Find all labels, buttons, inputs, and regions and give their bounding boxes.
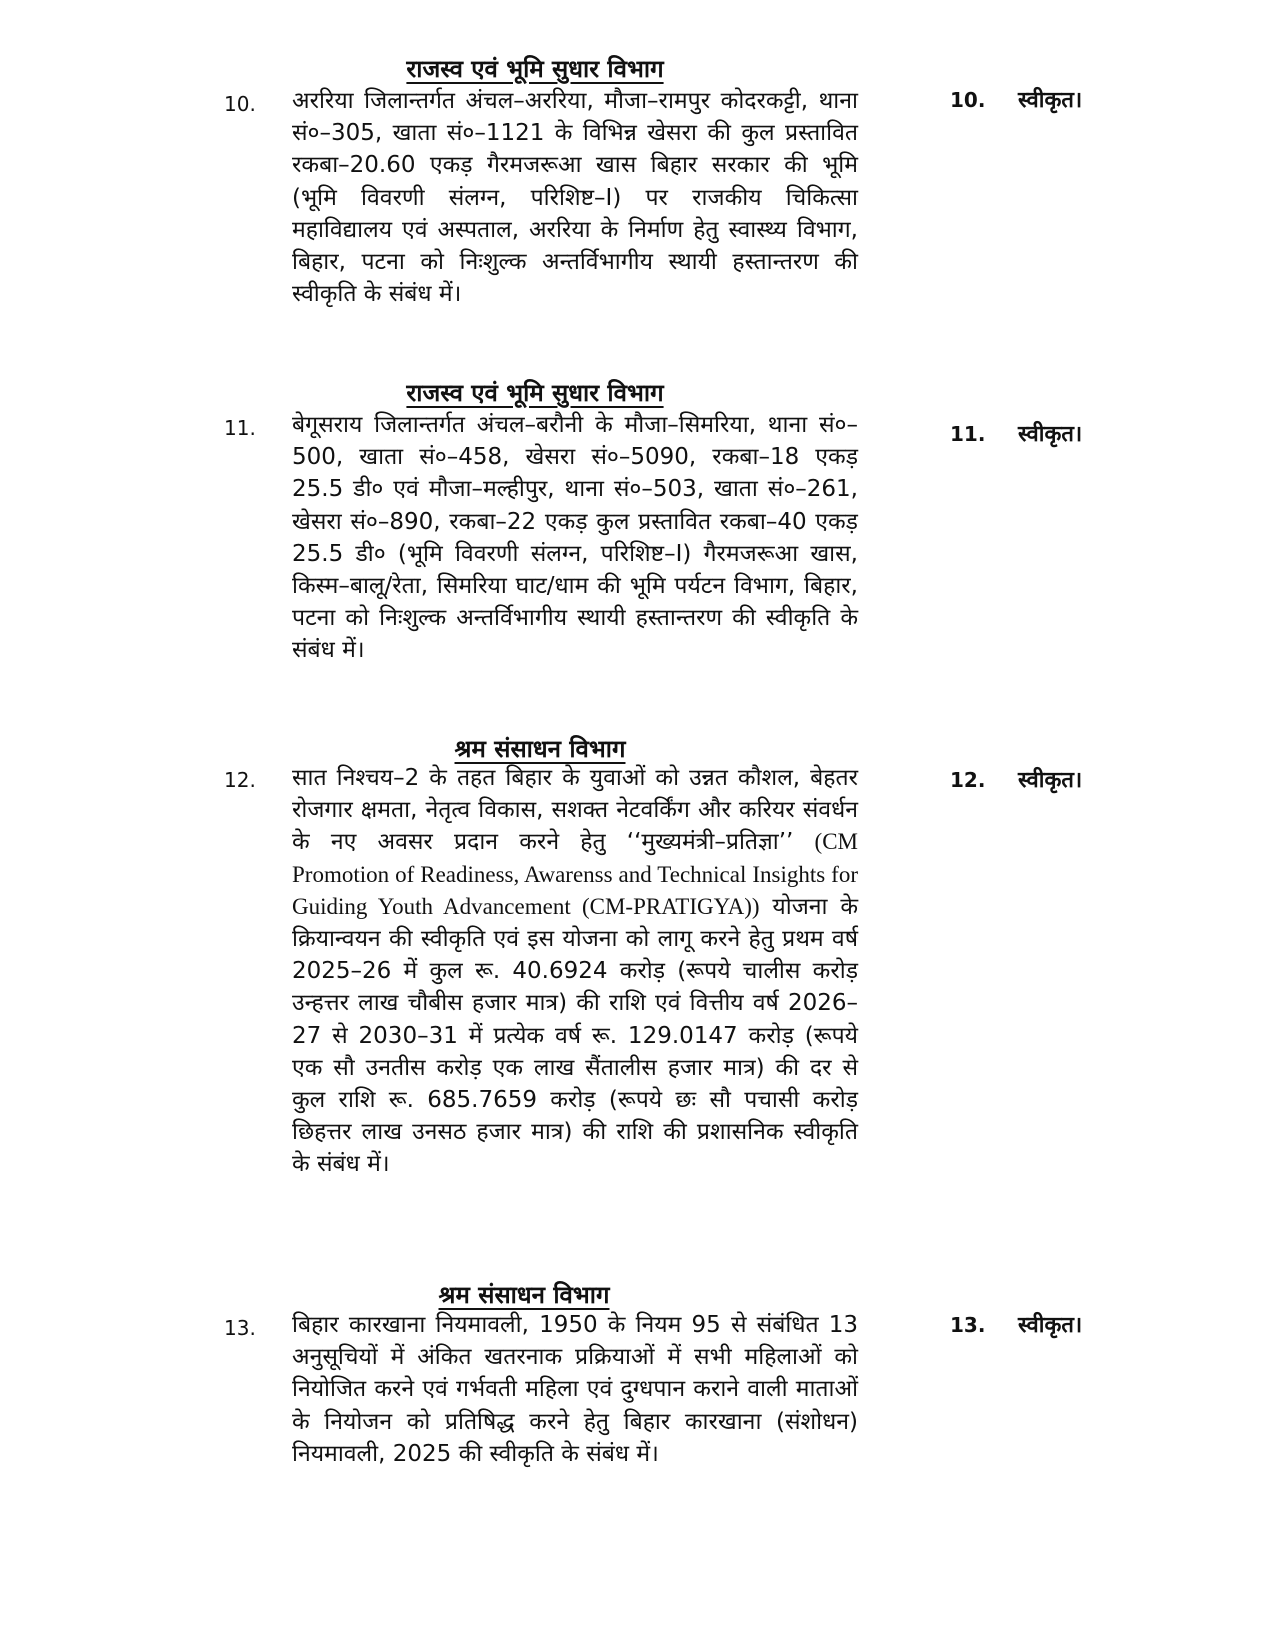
result-number: 11. (950, 422, 986, 446)
result-number: 12. (950, 768, 986, 792)
department-heading: श्रम संसाधन विभाग (438, 1281, 610, 1309)
item-description: बेगूसराय जिलान्तर्गत अंचल–बरौनी के मौजा–सिमरिया, थाना सं०–500, खाता सं०–458, खेसरा सं०–5090, रकबा–18 एकड़ 25.5 डी० एवं मौजा–मल्हीपुर, थाना सं०–503, खाता सं०–261, खेसरा सं०–890, रकबा–22 एकड़ कुल प्रस्तावित रकबा–40 एकड़ 25.5 डी० (भूमि विवरणी संलग्न, परिशिष्ट–I) गैरमजरूआ खास, किस्म–बालू/रेता, सिमरिया घाट/धाम की भूमि पर्यटन विभाग, बिहार, पटना को निःशुल्क अन्तर्विभागीय स्थायी हस्तान्तरण की स्वीकृति के संबंध में। (292, 412, 858, 664)
department-heading: राजस्व एवं भूमि सुधार विभाग (406, 379, 664, 407)
item-description-part: योजना के क्रियान्वयन की स्वीकृति एवं इस योजना को लागू करने हेतु प्रथम वर्ष 2025–26 में कुल रू. 40.6924 करोड़ (रूपये चालीस करोड़ उन्हत्तर लाख चौबीस हजार मात्र) की राशि एवं वित्तीय वर्ष 2026–27 से 2030–31 में प्रत्येक वर्ष रू. 129.0147 करोड़ (रूपये एक सौ उनतीस करोड़ एक लाख सैंतालीस हजार मात्र) की दर से कुल राशि रू. 685.7659 करोड़ (रूपये छः सौ पचासी करोड़ छिहत्तर लाख उनसठ हजार मात्र) की राशि की प्रशासनिक स्वीकृति के संबंध में। (292, 893, 858, 1178)
item-number: 11. (224, 416, 256, 440)
item-number: 13. (224, 1316, 256, 1340)
result-number: 13. (950, 1313, 986, 1337)
item-description-part: सात निश्चय–2 के तहत बिहार के युवाओं को उन्नत कौशल, बेहतर रोजगार क्षमता, नेतृत्व विकास, सशक्त नेटवर्किंग और करियर संवर्धन के नए अवसर प्रदान करने हेतु ‘‘मुख्यमंत्री–प्रतिज्ञा’’ (292, 765, 858, 856)
scheme-english-name: (CM Promotion of Readiness, Awarenss and Technical Insights for Guiding Youth Advancement (CM-PRATIGYA)) (292, 829, 858, 919)
item-description (292, 762, 858, 1181)
result-status: स्वीकृत। (1018, 422, 1083, 447)
result-status: स्वीकृत। (1018, 768, 1083, 793)
result-status: स्वीकृत। (1018, 1313, 1083, 1338)
result-number: 10. (950, 88, 986, 112)
result-status: स्वीकृत। (1018, 88, 1083, 113)
item-description: अररिया जिलान्तर्गत अंचल–अररिया, मौजा–रामपुर कोदरकट्टी, थाना सं०–305, खाता सं०–1121 के विभिन्न खेसरा की कुल प्रस्तावित रकबा–20.60 एकड़ गैरमजरूआ खास बिहार सरकार की भूमि (भूमि विवरणी संलग्न, परिशिष्ट–I) पर राजकीय चिकित्सा महाविद्यालय एवं अस्पताल, अररिया के निर्माण हेतु स्वास्थ्य विभाग, बिहार, पटना को निःशुल्क अन्तर्विभागीय स्थायी हस्तान्तरण की स्वीकृति के संबंध में। (292, 88, 858, 308)
item-description: बिहार कारखाना नियमावली, 1950 के नियम 95 से संबंधित 13 अनुसूचियों में अंकित खतरनाक प्रक्रियाओं में सभी महिलाओं को नियोजित करने एवं गर्भवती महिला एवं दुग्धपान कराने वाली माताओं के नियोजन को प्रतिषिद्ध करने हेतु बिहार कारखाना (संशोधन) नियमावली, 2025 की स्वीकृति के संबंध में। (292, 1312, 858, 1467)
item-number: 10. (224, 92, 256, 116)
department-heading: राजस्व एवं भूमि सुधार विभाग (406, 55, 664, 83)
department-heading: श्रम संसाधन विभाग (454, 735, 626, 763)
item-number: 12. (224, 768, 256, 792)
